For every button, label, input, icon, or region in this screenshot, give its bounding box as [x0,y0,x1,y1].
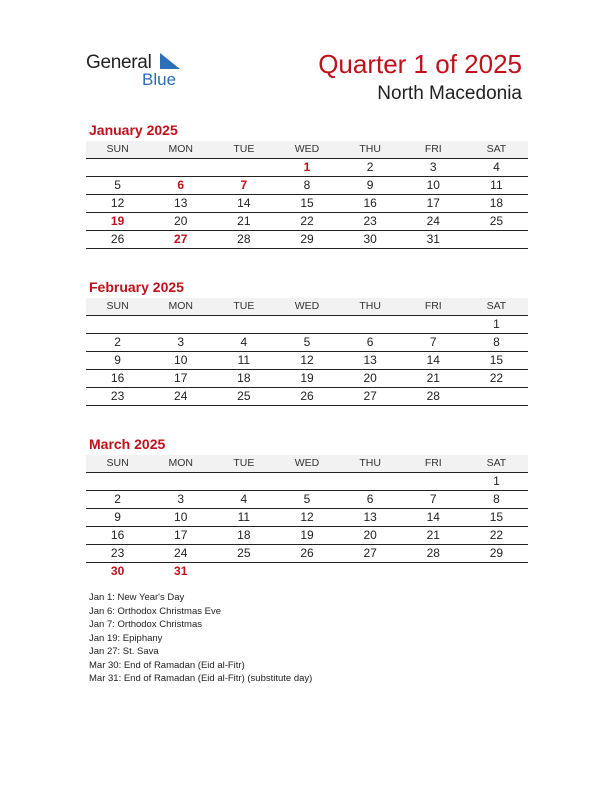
day-cell: 15 [489,353,504,367]
day-cell: 9 [114,510,121,524]
calendar-grid [86,141,528,249]
day-cell [339,316,402,333]
day-cell: 27 [363,389,377,403]
weekday-label: TUE [233,457,255,469]
day-cell: 16 [110,371,125,385]
day-cell [86,473,149,490]
day-cell: 6 [366,335,374,349]
day-cell: 30 [363,232,377,246]
day-cell [402,563,465,580]
month-title: March 2025 [89,436,166,452]
day-cell: 24 [174,546,188,560]
day-cell: 10 [174,510,188,524]
weekday-label: SAT [486,143,507,155]
day-cell: 2 [114,492,121,506]
day-cell: 14 [426,353,440,367]
holiday-note: Jan 19: Epiphany [89,632,163,644]
day-cell: 3 [177,335,185,349]
weekday-label: MON [168,143,193,155]
day-cell: 21 [237,214,251,228]
weekday-label: WED [294,457,320,469]
day-cell [465,388,528,405]
day-cell: 20 [174,214,188,228]
day-cell: 5 [114,178,121,192]
week-row [86,491,528,509]
holiday-note: Jan 7: Orthodox Christmas [89,619,202,630]
day-cell: 3 [429,160,437,174]
weekday-label: MON [168,457,193,469]
day-cell: 11 [237,353,251,367]
day-cell [465,231,528,248]
day-cell [339,563,402,580]
weekday-label: THU [359,300,381,312]
day-cell: 5 [303,492,311,506]
day-cell: 26 [110,232,125,246]
day-cell: 16 [363,196,377,210]
day-cell [275,563,338,580]
week-row [86,388,528,406]
day-cell: 6 [177,178,185,192]
day-cell: 25 [237,389,251,403]
day-cell [149,159,212,176]
day-cell: 4 [240,335,248,349]
weekday-label: THU [359,457,381,469]
day-cell: 19 [300,371,314,385]
day-cell: 12 [300,510,314,524]
day-cell: 30 [110,564,125,578]
blue-triangle-flag-icon [160,53,180,71]
day-cell: 17 [426,196,440,210]
month-title: January 2025 [89,122,178,138]
day-cell: 7 [429,335,437,349]
day-cell [275,473,338,490]
week-row [86,370,528,388]
week-row [86,545,528,563]
day-cell: 2 [366,160,374,174]
holiday-note: Jan 1: New Year's Day [89,592,185,603]
logo-general-text: General [86,52,152,73]
day-cell: 10 [426,178,440,192]
day-cell: 28 [237,232,251,246]
day-cell: 4 [240,492,248,506]
weekday-label: MON [168,300,193,312]
day-cell: 2 [114,335,121,349]
day-cell: 8 [303,178,311,192]
day-cell [149,473,212,490]
week-row [86,527,528,545]
holiday-notes [89,591,312,686]
day-cell: 18 [489,196,504,210]
day-cell: 13 [363,510,377,524]
day-cell: 17 [174,528,188,542]
day-cell: 9 [114,353,121,367]
week-row [86,195,528,213]
weekday-label: TUE [233,300,255,312]
weekday-label: SAT [486,300,507,312]
week-row [86,231,528,249]
day-cell: 18 [237,371,251,385]
day-cell [275,316,338,333]
day-cell: 28 [426,546,440,560]
day-cell: 10 [174,353,188,367]
day-cell [465,563,528,580]
day-cell: 8 [493,492,500,506]
day-cell: 19 [300,528,314,542]
day-cell: 29 [300,232,314,246]
day-cell: 22 [300,214,314,228]
week-row [86,473,528,491]
day-cell [149,316,212,333]
month-march [86,436,528,580]
weekday-label: WED [294,300,320,312]
day-cell: 12 [110,196,125,210]
week-row [86,352,528,370]
weekday-label: FRI [424,457,442,469]
day-cell: 17 [174,371,188,385]
day-cell: 6 [366,492,374,506]
day-cell: 14 [426,510,440,524]
calendar-grid [86,298,528,406]
day-cell: 14 [237,196,251,210]
day-cell: 4 [493,160,500,174]
week-row [86,509,528,527]
day-cell: 7 [240,178,248,192]
week-row [86,159,528,177]
day-cell: 15 [489,510,504,524]
weekday-label: SUN [106,143,129,155]
week-row [86,563,528,580]
day-cell: 1 [493,317,500,331]
week-row [86,334,528,352]
weekday-label: SUN [106,300,129,312]
day-cell: 18 [237,528,251,542]
day-cell: 25 [489,214,504,228]
day-cell: 20 [363,371,377,385]
logo-blue-text: Blue [142,70,177,89]
holiday-note: Mar 31: End of Ramadan (Eid al-Fitr) (substitute day) [89,673,313,684]
month-january [86,122,528,249]
day-cell: 13 [174,196,188,210]
day-cell: 25 [237,546,251,560]
day-cell [86,159,149,176]
day-cell: 26 [300,546,314,560]
page-title: Quarter 1 of 2025 [318,49,522,79]
day-cell: 21 [426,528,440,542]
weekday-label: FRI [424,300,442,312]
week-row [86,177,528,195]
day-cell: 27 [363,546,377,560]
weekday-header [86,298,528,316]
day-cell: 9 [366,178,374,192]
day-cell: 27 [174,232,188,246]
holiday-note: Jan 6: Orthodox Christmas Eve [89,605,221,617]
day-cell: 29 [489,546,504,560]
weekday-header [86,455,528,473]
holiday-note: Jan 27: St. Sava [89,646,159,657]
holiday-note: Mar 30: End of Ramadan (Eid al-Fitr) [89,659,245,671]
day-cell: 8 [493,335,500,349]
week-row [86,213,528,231]
day-cell: 24 [426,214,440,228]
day-cell: 15 [300,196,314,210]
day-cell: 22 [489,371,504,385]
weekday-label: THU [359,143,381,155]
week-row [86,316,528,334]
weekday-label: TUE [233,143,255,155]
day-cell: 5 [303,335,311,349]
month-title: February 2025 [89,279,184,295]
day-cell: 23 [110,546,125,560]
generalblue-logo [86,52,186,92]
day-cell [212,563,275,580]
weekday-label: SAT [486,457,507,469]
day-cell: 26 [300,389,314,403]
day-cell: 22 [489,528,504,542]
calendar-grid [86,455,528,580]
weekday-label: FRI [424,143,442,155]
day-cell: 28 [426,389,440,403]
weekday-label: WED [294,143,320,155]
day-cell: 12 [300,353,314,367]
day-cell: 1 [493,474,500,488]
day-cell [212,316,275,333]
day-cell: 23 [363,214,377,228]
day-cell: 7 [429,492,437,506]
day-cell [86,316,149,333]
day-cell: 19 [110,214,125,228]
day-cell [212,159,275,176]
day-cell: 16 [110,528,125,542]
day-cell: 24 [174,389,188,403]
day-cell: 11 [237,510,251,524]
day-cell: 31 [174,564,188,578]
day-cell [212,473,275,490]
weekday-header [86,141,528,159]
day-cell: 1 [303,160,311,174]
day-cell: 23 [110,389,125,403]
day-cell: 13 [363,353,377,367]
country-name: North Macedonia [377,83,522,104]
day-cell: 3 [177,492,185,506]
day-cell [402,473,465,490]
day-cell: 11 [490,178,503,192]
day-cell [402,316,465,333]
month-february [86,279,528,406]
day-cell [339,473,402,490]
day-cell: 21 [426,371,440,385]
day-cell: 31 [426,232,440,246]
weekday-label: SUN [106,457,129,469]
day-cell: 20 [363,528,377,542]
